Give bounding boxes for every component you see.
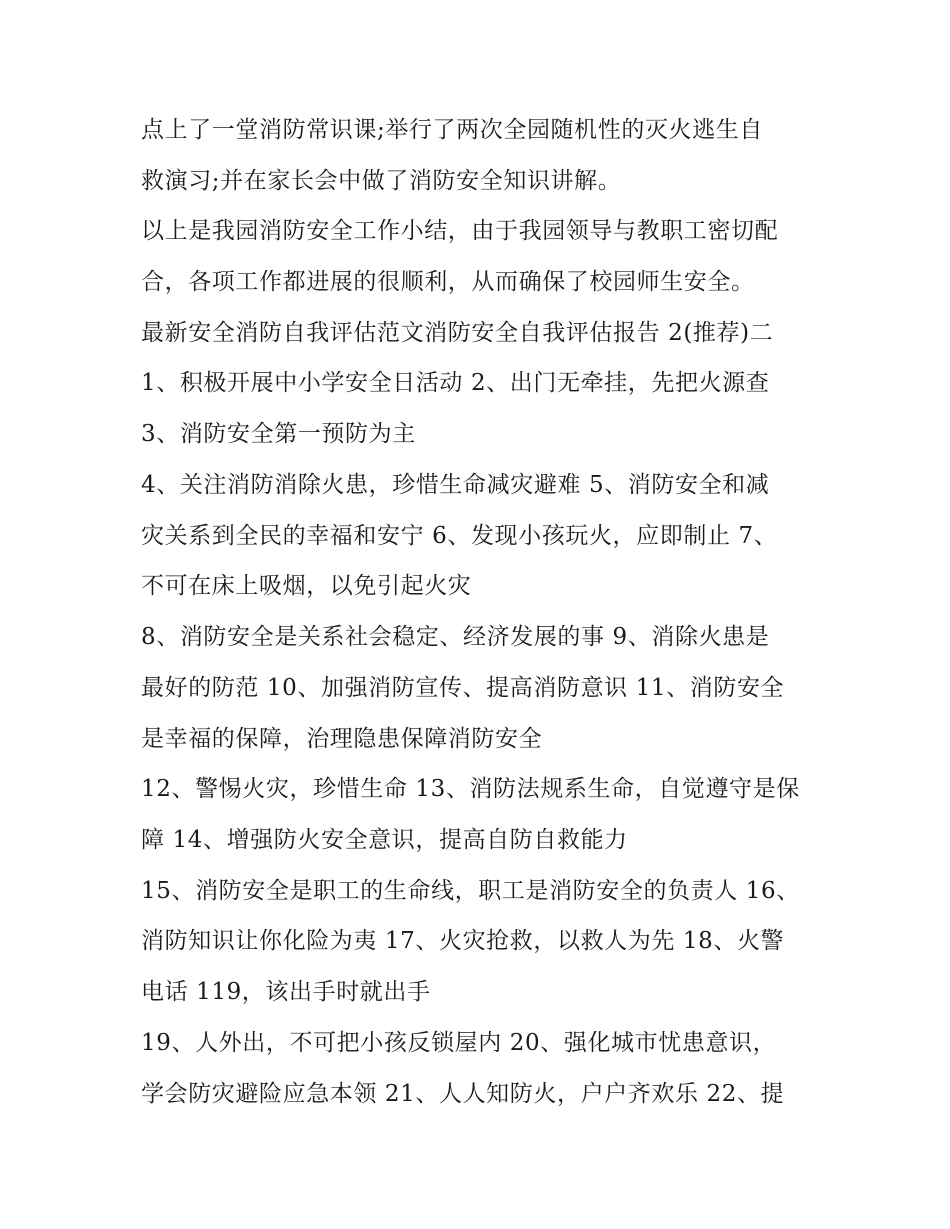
text-line: 最新安全消防自我评估范文消防安全自我评估报告 2(推荐)二: [141, 320, 774, 346]
text-line: 15、消防安全是职工的生命线，职工是消防安全的负责人 16、: [141, 878, 800, 904]
text-line: 不可在床上吸烟，以免引起火灾: [141, 573, 472, 599]
text-line: 灾关系到全民的幸福和安宁 6、发现小孩玩火，应即制止 7、: [141, 523, 778, 549]
text-line: 学会防灾避险应急本领 21、人人知防火，户户齐欢乐 22、提: [141, 1081, 785, 1107]
text-line: 合，各项工作都进展的很顺利，从而确保了校园师生安全。: [141, 269, 755, 295]
text-line: 障 14、增强防火安全意识，提高自防自救能力: [141, 827, 628, 853]
text-line: 12、警惕火灾，珍惜生命 13、消防法规系生命，自觉遵守是保: [141, 776, 800, 802]
text-line: 点上了一堂消防常识课;举行了两次全园随机性的灭火逃生自: [141, 117, 763, 143]
text-line: 消防知识让你化险为夷 17、火灾抢救，以救人为先 18、火警: [141, 928, 785, 954]
text-line: 电话 119，该出手时就出手: [141, 979, 431, 1005]
text-line: 救演习;并在家长会中做了消防安全知识讲解。: [141, 168, 622, 194]
text-line: 是幸福的保障，治理隐患保障消防安全: [141, 726, 543, 752]
text-line: 4、关注消防消除火患，珍惜生命减灾避难 5、消防安全和减: [141, 472, 770, 498]
text-line: 19、人外出，不可把小孩反锁屋内 20、强化城市忧患意识，: [141, 1030, 777, 1056]
text-line: 3、消防安全第一预防为主: [141, 421, 416, 447]
text-line: 1、积极开展中小学安全日活动 2、出门无牵挂，先把火源查: [141, 370, 770, 396]
text-line: 8、消防安全是关系社会稳定、经济发展的事 9、消除火患是: [141, 624, 770, 650]
text-line: 最好的防范 10、加强消防宣传、提高消防意识 11、消防安全: [141, 675, 785, 701]
text-line: 以上是我园消防安全工作小结，由于我园领导与教职工密切配: [141, 218, 779, 244]
